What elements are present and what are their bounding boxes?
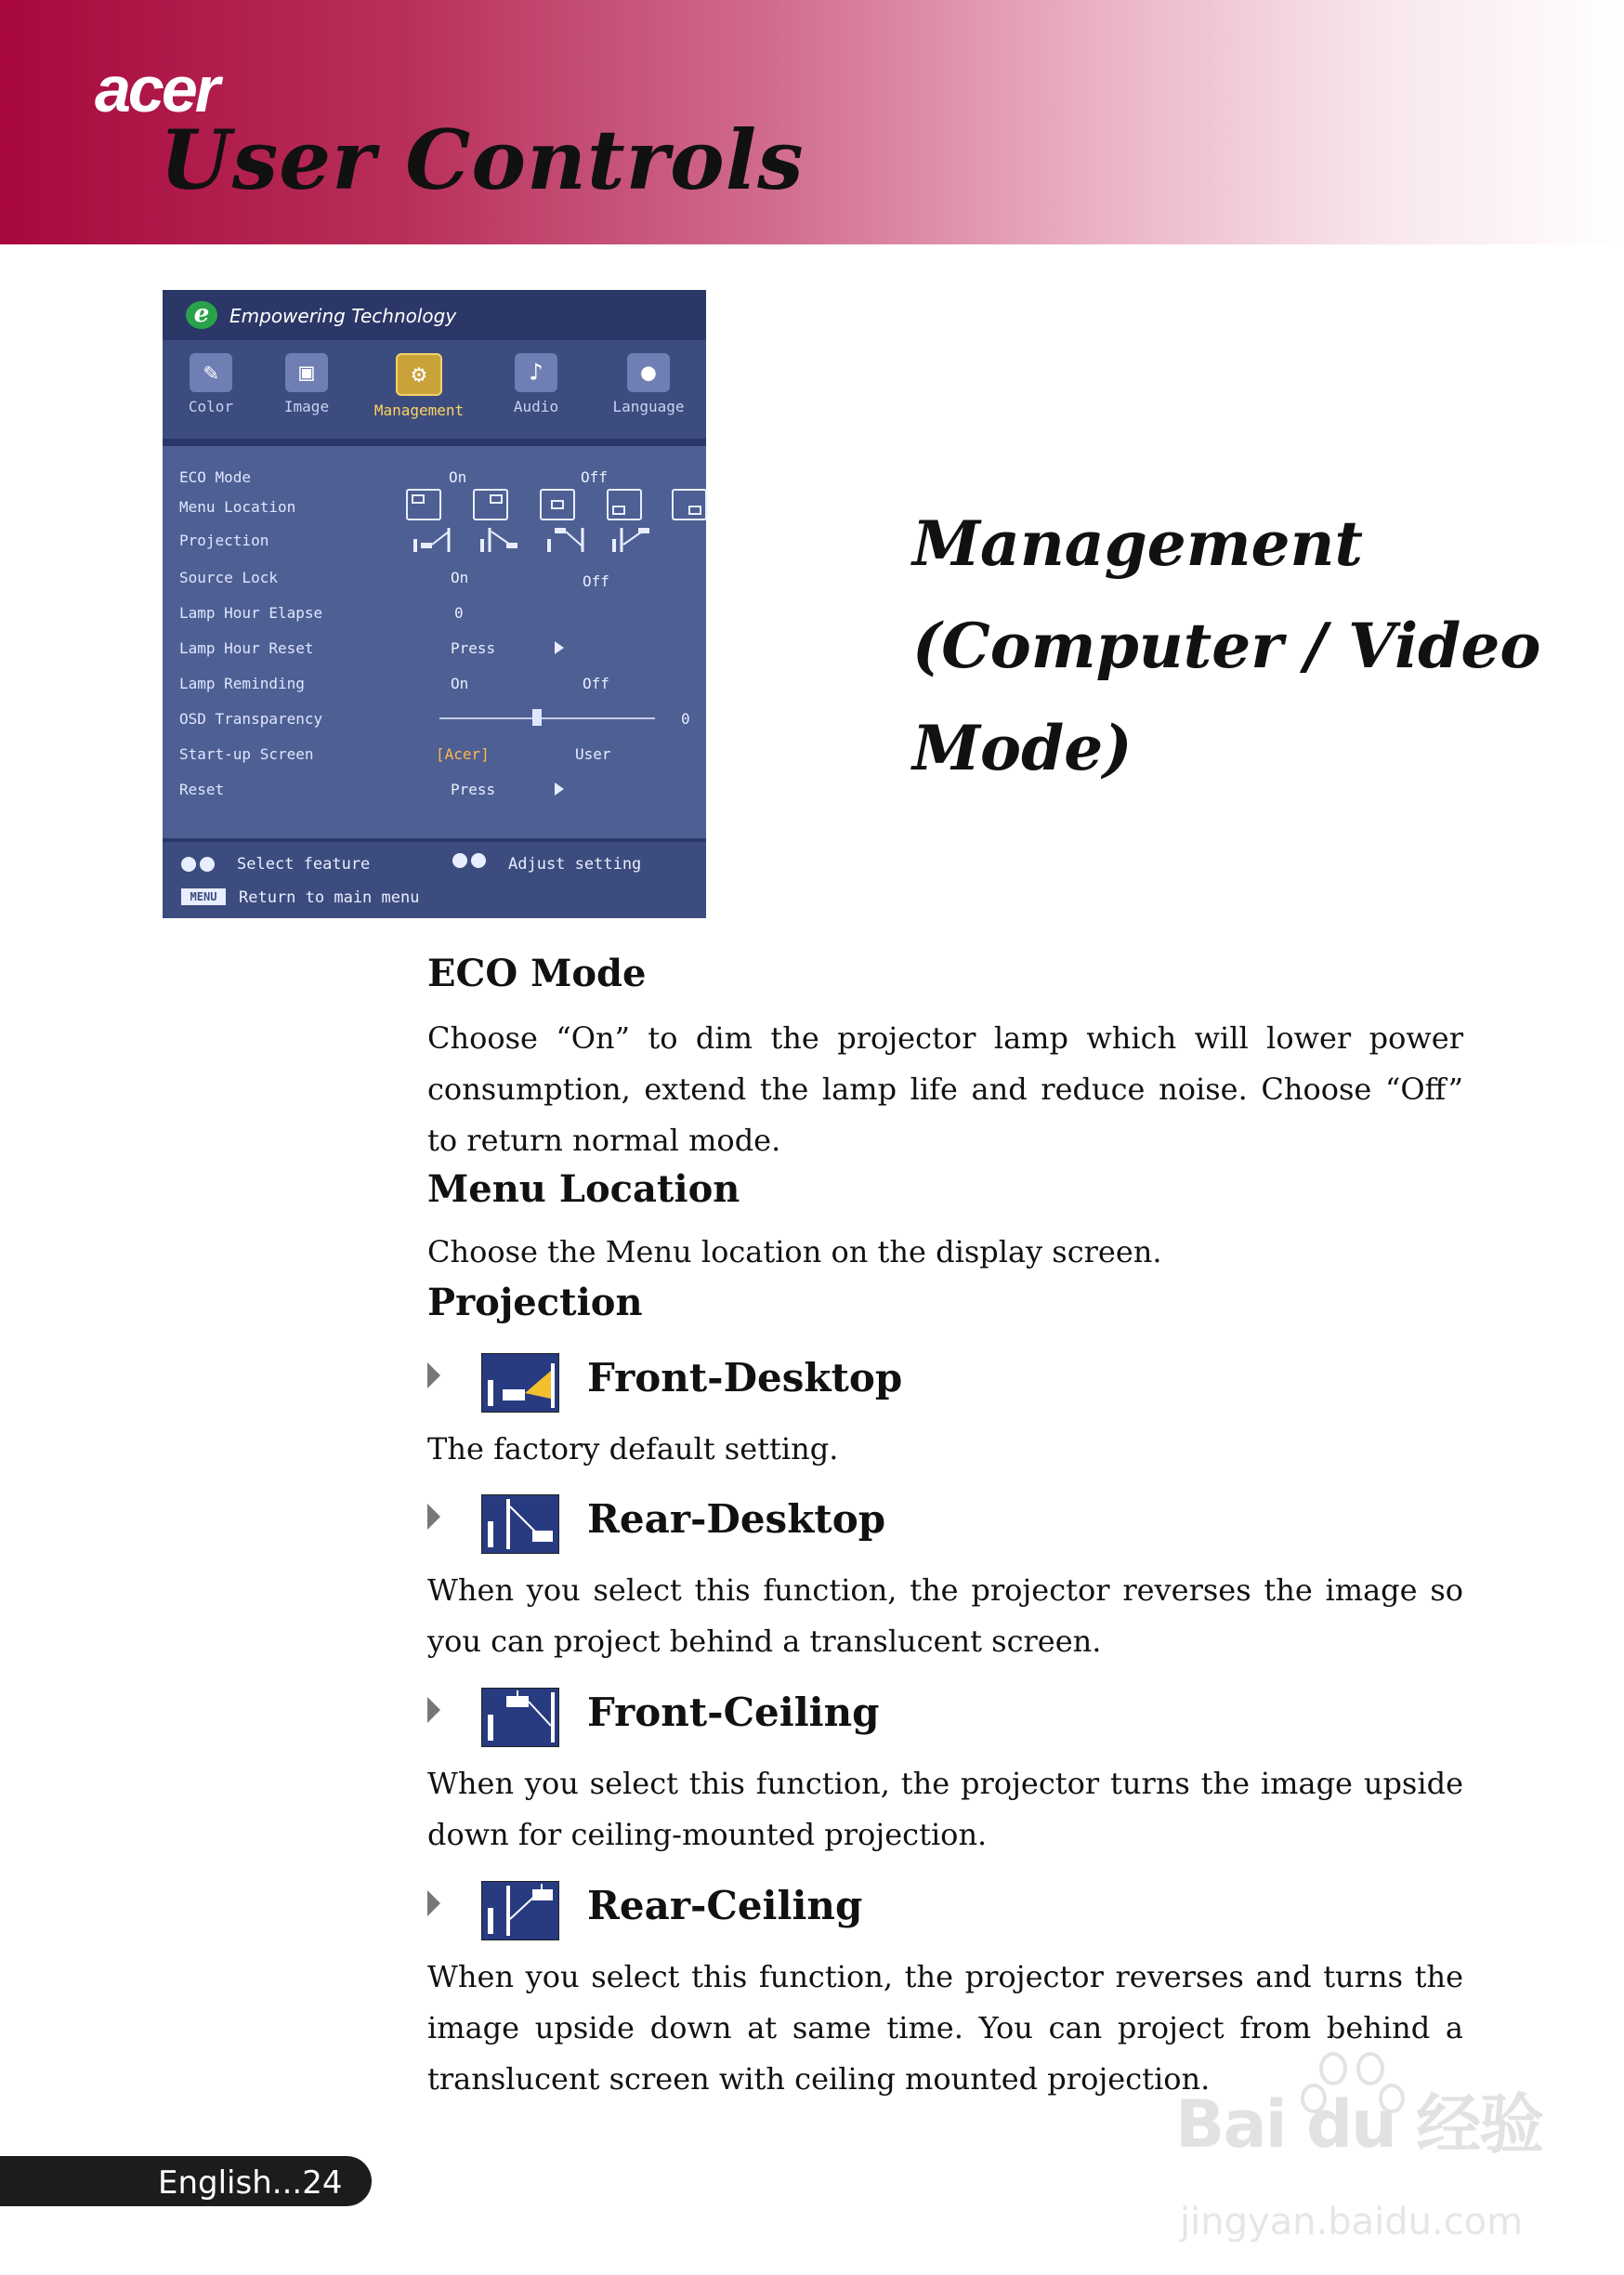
- heading-line-3: Mode): [912, 712, 1133, 784]
- osd-help-bar: [163, 838, 706, 918]
- acer-logo: acer: [95, 53, 218, 125]
- tab-audio[interactable]: [490, 344, 583, 437]
- transparency-value: 0: [681, 710, 690, 728]
- page-number: English...24: [158, 2164, 343, 2202]
- tab-label: Image: [283, 398, 330, 415]
- row-label: Lamp Hour Reset: [179, 639, 314, 657]
- menu-key-icon: MENU: [181, 888, 226, 905]
- press-button[interactable]: Press: [451, 781, 496, 798]
- page-header: [0, 0, 1624, 244]
- rear-desktop-title: Rear-Desktop: [587, 1496, 886, 1542]
- row-label: Reset: [179, 781, 225, 798]
- row-label: Start-up Screen: [179, 745, 314, 763]
- row-label: Lamp Reminding: [179, 675, 305, 692]
- menu-location-bottom-right-icon[interactable]: [672, 489, 707, 520]
- heading-line-1: Management: [912, 507, 1364, 580]
- adjust-setting-hint: Adjust setting: [508, 855, 642, 874]
- front-desktop-small-icon[interactable]: [412, 526, 452, 554]
- right-button-icon: [471, 853, 486, 868]
- tab-label: Audio: [513, 398, 559, 415]
- section-heading: [912, 493, 1581, 799]
- row-startup-screen[interactable]: [179, 740, 700, 768]
- rear-ceiling-icon: [481, 1881, 559, 1940]
- option-on[interactable]: On: [451, 569, 469, 586]
- front-ceiling-icon: [481, 1688, 559, 1747]
- menu-location-heading: Menu Location: [427, 1167, 740, 1211]
- eco-mode-text: Choose “On” to dim the projector lamp which will lower power consumption, extend the lamp life and reduce noise. Choose “Off” to return normal mode.: [427, 1020, 1463, 1158]
- tools-icon: ⚙: [396, 353, 442, 396]
- rear-ceiling-small-icon[interactable]: [610, 526, 651, 554]
- row-label: Menu Location: [179, 498, 296, 516]
- bullet-arrow-icon: [427, 1362, 440, 1388]
- picture-icon: ▣: [285, 353, 328, 392]
- row-source-lock[interactable]: [179, 563, 700, 591]
- tab-language[interactable]: [597, 344, 700, 437]
- bullet-arrow-icon: [427, 1504, 440, 1530]
- row-reset[interactable]: [179, 775, 700, 803]
- lamp-hour-value: 0: [454, 604, 464, 622]
- page-title: User Controls: [160, 112, 805, 208]
- rear-ceiling-text: When you select this function, the projector reverses and turns the image upside down at same time. You can project from behind a translucent screen with ceiling mounted projection.: [427, 1959, 1463, 2097]
- menu-location-text: Choose the Menu location on the display screen.: [427, 1234, 1162, 1269]
- front-desktop-text: The factory default setting.: [427, 1431, 839, 1466]
- row-lamp-reminding[interactable]: [179, 669, 700, 697]
- option-on[interactable]: On: [449, 468, 467, 486]
- tab-label: Color: [188, 398, 234, 415]
- row-label: Lamp Hour Elapse: [179, 604, 323, 622]
- menu-location-top-left-icon[interactable]: [406, 489, 441, 520]
- menu-location-top-right-icon[interactable]: [473, 489, 508, 520]
- speech-bubble-icon: ●: [627, 353, 670, 392]
- option-on[interactable]: On: [451, 675, 469, 692]
- arrow-right-icon: [555, 782, 564, 796]
- tab-image[interactable]: [260, 344, 353, 437]
- osd-brand-text: Empowering Technology: [229, 305, 457, 327]
- press-button[interactable]: Press: [451, 639, 496, 657]
- option-off[interactable]: Off: [583, 572, 609, 590]
- row-menu-location[interactable]: [179, 489, 700, 520]
- row-eco-mode[interactable]: [179, 463, 700, 491]
- row-label: Projection: [179, 532, 269, 549]
- row-label: ECO Mode: [179, 468, 252, 486]
- row-label: Source Lock: [179, 569, 278, 586]
- front-ceiling-title: Front-Ceiling: [587, 1690, 880, 1735]
- projection-heading: Projection: [427, 1281, 643, 1324]
- empowering-logo-icon: e: [186, 301, 217, 329]
- osd-tab-bar: [163, 290, 706, 439]
- front-desktop-title: Front-Desktop: [587, 1355, 903, 1401]
- row-lamp-hour-elapse: [179, 598, 700, 626]
- rear-desktop-text: When you select this function, the projector reverses the image so you can project behind a translucent screen.: [427, 1572, 1463, 1659]
- row-osd-transparency[interactable]: [179, 704, 700, 732]
- option-off[interactable]: Off: [581, 468, 608, 486]
- left-button-icon: [452, 853, 467, 868]
- heading-line-2: (Computer / Video: [912, 610, 1541, 682]
- down-button-icon: [200, 857, 215, 872]
- row-label: OSD Transparency: [179, 710, 323, 728]
- osd-brand-bar: [163, 290, 706, 340]
- tab-color[interactable]: [164, 344, 257, 437]
- return-menu-hint: Return to main menu: [239, 888, 420, 907]
- arrow-right-icon: [555, 641, 564, 654]
- option-acer[interactable]: [Acer]: [436, 745, 490, 763]
- speaker-icon: ♪: [515, 353, 557, 392]
- eco-mode-heading: ECO Mode: [427, 952, 647, 995]
- rear-desktop-icon: [481, 1494, 559, 1554]
- row-lamp-hour-reset[interactable]: [179, 634, 700, 662]
- slider-knob[interactable]: [532, 709, 542, 726]
- tab-label: Management: [373, 401, 465, 419]
- option-off[interactable]: Off: [583, 675, 609, 692]
- row-projection[interactable]: [179, 526, 700, 554]
- up-button-icon: [181, 857, 196, 872]
- osd-divider: [163, 439, 706, 446]
- rear-desktop-small-icon[interactable]: [478, 526, 519, 554]
- front-ceiling-small-icon[interactable]: [545, 526, 586, 554]
- baidu-watermark-url: jingyan.baidu.com: [1180, 2201, 1524, 2243]
- osd-menu-screenshot: [163, 290, 706, 914]
- bullet-arrow-icon: [427, 1697, 440, 1723]
- menu-location-center-icon[interactable]: [540, 489, 575, 520]
- menu-location-bottom-left-icon[interactable]: [607, 489, 642, 520]
- option-user[interactable]: User: [575, 745, 611, 763]
- bullet-arrow-icon: [427, 1890, 440, 1916]
- palette-icon: ✎: [190, 353, 232, 392]
- front-desktop-icon: [481, 1353, 559, 1413]
- baidu-watermark-logo: Bai du 经验: [1175, 2086, 1543, 2163]
- tab-management[interactable]: [363, 344, 475, 437]
- page-number-tab: [0, 2156, 372, 2206]
- rear-ceiling-title: Rear-Ceiling: [587, 1883, 863, 1928]
- select-feature-hint: Select feature: [237, 855, 371, 874]
- front-ceiling-text: When you select this function, the projector turns the image upside down for ceiling-mounted projection.: [427, 1766, 1463, 1852]
- tab-label: Language: [612, 398, 685, 415]
- transparency-slider[interactable]: [439, 717, 655, 719]
